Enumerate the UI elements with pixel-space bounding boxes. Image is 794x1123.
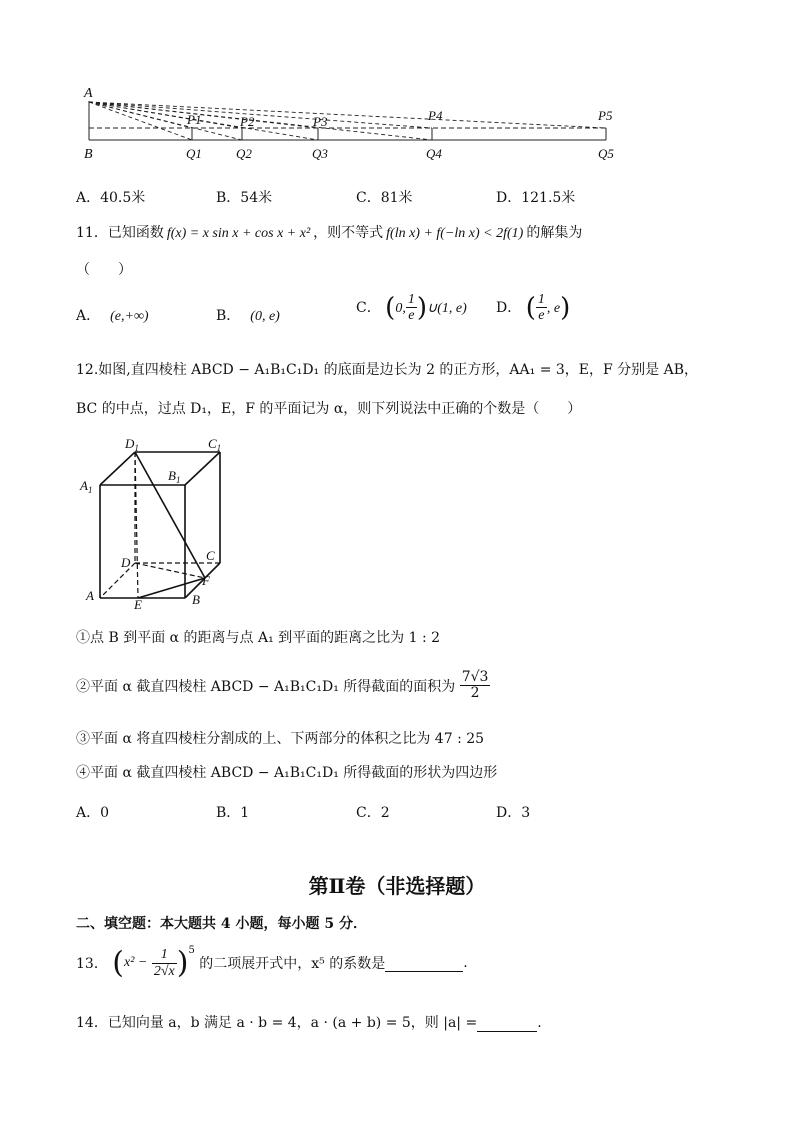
fig2-label-B: B — [192, 592, 200, 607]
q11-stem — [76, 222, 582, 242]
q12-statement-2: ②平面 α 截直四棱柱 ABCD − A₁B₁C₁D₁ 所得截面的面积为 $\frac{7√3}{2}$ — [76, 669, 489, 702]
q10-option-a: A．40.5米 — [76, 190, 146, 206]
fig1-label-Q5: Q5 — [598, 146, 614, 161]
q14-answer-blank[interactable] — [477, 1015, 537, 1032]
fig1-label-Q2: Q2 — [236, 146, 252, 161]
q12-statement-1: ①点 B 到平面 α 的距离与点 A₁ 到平面的距离之比为 1 : 2 — [76, 630, 441, 646]
q10-figure — [80, 84, 640, 166]
q10-option-b: B．54米 — [216, 190, 273, 206]
fig2-label-D1: $D_1$ — [125, 436, 139, 453]
q10-option-d: D．121.5米 — [496, 190, 576, 206]
q12-option-a: A．0 — [76, 805, 110, 821]
fig2-label-A: A — [86, 588, 94, 603]
q12-option-b: B．1 — [216, 805, 250, 821]
fig1-label-Q4: Q4 — [426, 146, 442, 161]
fig1-label-Q3: Q3 — [312, 146, 328, 161]
q11-mid: ，则不等式 — [313, 225, 384, 241]
q11-option-c: C． (0, $\frac{1}{e}$ )∪(1, e) — [356, 292, 467, 324]
q14: 14．已知向量 a，b 满足 a · b = 4，a · (a + b) = 5，则 |a| = . — [76, 1015, 542, 1031]
fig2-label-C: C — [206, 548, 215, 563]
q11-ineq: f(ln x) + f(−ln x) < 2f(1) — [386, 226, 524, 241]
q12-option-c: C．2 — [356, 805, 390, 821]
q11-lead: 已知函数 — [107, 225, 164, 241]
q11-option-d: D． ( $\frac{1}{e}$ , e) — [496, 292, 571, 324]
q12-prism-figure — [80, 430, 250, 615]
part2-title: 第Ⅱ卷（非选择题） — [308, 874, 486, 898]
fig1-label-P4: P4 — [428, 108, 443, 123]
fig1-label-P5: P5 — [598, 108, 613, 123]
q12-option-d: D．3 — [496, 805, 531, 821]
q13: 13． (x² − $\frac{1}{2√x}$ )$^5$ 的二项展开式中，x⁵ 的系数是 . — [76, 945, 468, 981]
q13-answer-blank[interactable] — [385, 955, 463, 972]
q11-tail: 的解集为 — [526, 225, 583, 241]
fig1-label-P3: P3 — [313, 114, 328, 129]
q11-func: f(x) = x sin x + cos x + x² — [166, 226, 311, 241]
fig2-label-A1: $A_1$ — [80, 478, 93, 495]
fig1-label-B: B — [84, 147, 93, 162]
q11-option-b: B． (0, e) — [216, 308, 280, 324]
q12-stem-line2: BC 的中点，过点 D₁，E，F 的平面记为 α，则下列说法中正确的个数是（ ） — [76, 401, 582, 417]
fig1-label-Q1: Q1 — [186, 146, 202, 161]
section-heading: 二、填空题：本大题共 4 小题，每小题 5 分． — [76, 916, 367, 932]
fig2-label-B1: $B_1$ — [168, 468, 181, 485]
q11-option-a: A． (e,+∞) — [76, 308, 149, 324]
q12-statement-4: ④平面 α 截直四棱柱 ABCD − A₁B₁C₁D₁ 所得截面的形状为四边形 — [76, 765, 498, 781]
fig1-label-P2: P2 — [240, 114, 255, 129]
q11-number: 11． — [76, 225, 108, 241]
fig2-label-C1: $C_1$ — [208, 436, 222, 453]
fig2-label-F: F — [202, 573, 210, 588]
q12-stem-line1: 12.如图,直四棱柱 ABCD − A₁B₁C₁D₁ 的底面是边长为 2 的正方形，AA₁ = 3，E，F 分别是 AB， — [76, 362, 699, 378]
q11-paren: （ ） — [76, 262, 132, 278]
q12-statement-3: ③平面 α 将直四棱柱分割成的上、下两部分的体积之比为 47 : 25 — [76, 731, 485, 747]
fig1-label-P1: P1 — [187, 112, 202, 127]
fig2-label-D: D — [121, 555, 131, 570]
fig1-label-A: A — [84, 86, 93, 101]
q10-option-c: C．81米 — [356, 190, 413, 206]
fig2-label-E: E — [134, 597, 142, 612]
